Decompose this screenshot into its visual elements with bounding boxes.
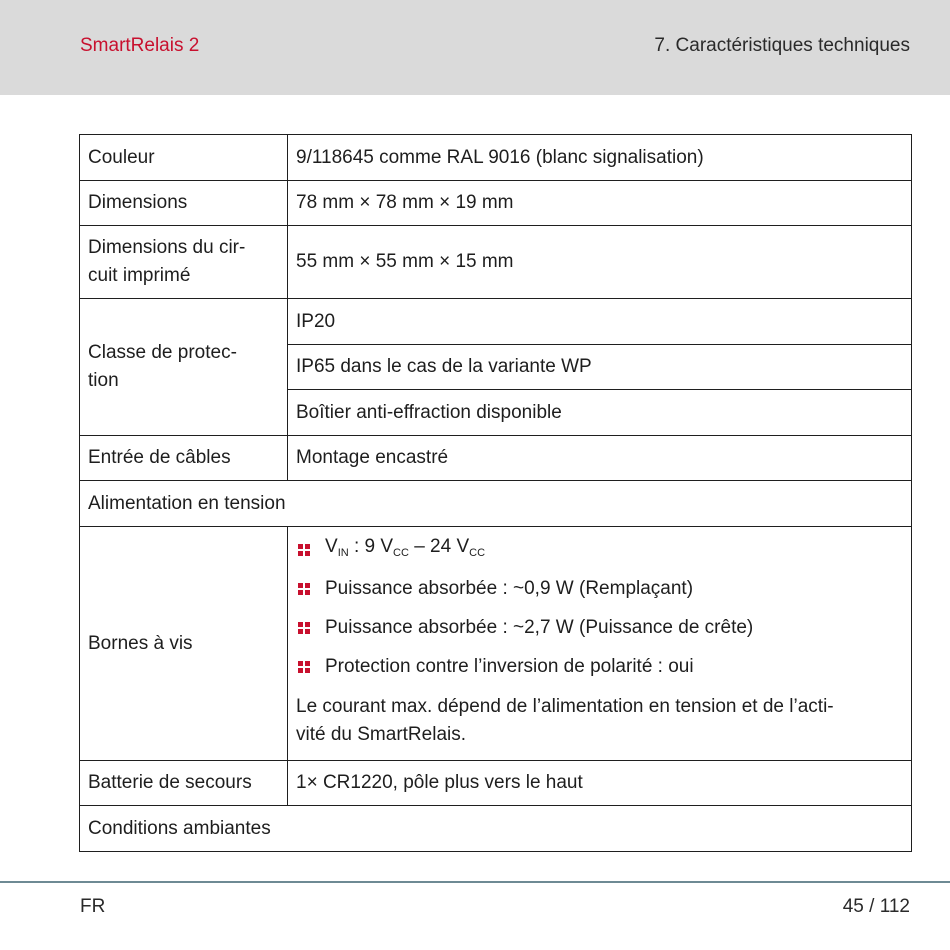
table-row	[80, 806, 912, 852]
label-line: tion	[88, 370, 119, 391]
section-header: Conditions ambiantes	[80, 806, 912, 852]
bullet-text: Protection contre l’inversion de polarité : oui	[325, 656, 694, 677]
table-row	[80, 299, 912, 345]
row-value: 9/118645 comme RAL 9016 (blanc signalisation)	[288, 135, 912, 181]
list-item	[296, 531, 903, 570]
page-header	[0, 0, 950, 95]
bullet-icon	[298, 544, 310, 556]
label-line: cuit imprimé	[88, 265, 191, 286]
spec-table	[79, 134, 912, 852]
row-label: Entrée de câbles	[80, 436, 288, 481]
bullet-text: Puissance absorbée : ~0,9 W (Remplaçant)	[325, 578, 694, 599]
row-value: IP65 dans le cas de la variante WP	[288, 345, 912, 390]
bullet-icon	[298, 583, 310, 595]
row-label	[80, 299, 288, 436]
table-row	[80, 481, 912, 527]
row-value	[288, 527, 912, 761]
row-value: 78 mm × 78 mm × 19 mm	[288, 181, 912, 226]
bullet-text: Puissance absorbée : ~2,7 W (Puissance de crête)	[325, 617, 754, 638]
table-row	[80, 226, 912, 299]
bullet-icon	[298, 661, 310, 673]
row-value: Boîtier anti-effraction disponible	[288, 390, 912, 436]
table-row	[80, 436, 912, 481]
table-row	[80, 527, 912, 761]
list-item	[296, 609, 903, 648]
row-label: Bornes à vis	[80, 527, 288, 761]
row-label: Dimensions	[80, 181, 288, 226]
label-line: Dimensions du cir-	[88, 237, 246, 258]
list-item	[296, 570, 903, 609]
row-label: Batterie de secours	[80, 761, 288, 806]
row-value: 1× CR1220, pôle plus vers le haut	[288, 761, 912, 806]
table-row	[80, 761, 912, 806]
note-text: Le courant max. dépend de l’alimentation en tension et de l’acti- vité du SmartRelais.	[296, 695, 834, 745]
list-item	[296, 648, 903, 687]
table-row	[80, 181, 912, 226]
row-value: Montage encastré	[288, 436, 912, 481]
row-label: Couleur	[80, 135, 288, 181]
chapter-title: 7. Caractéristiques techniques	[654, 35, 910, 56]
brand-title: SmartRelais 2	[80, 35, 200, 56]
language-code: FR	[80, 896, 106, 917]
bullet-icon	[298, 622, 310, 634]
section-header: Alimentation en tension	[80, 481, 912, 527]
footer-divider	[0, 881, 950, 883]
table-row	[80, 135, 912, 181]
row-value: IP20	[288, 299, 912, 345]
label-line: Classe de protec-	[88, 342, 237, 363]
row-label	[80, 226, 288, 299]
page-number: 45 / 112	[842, 896, 910, 917]
row-value: 55 mm × 55 mm × 15 mm	[288, 226, 912, 299]
vin-text: $V_{IN}$ : 9 $V_{CC} - 24$ $V_{CC}$	[325, 536, 486, 559]
